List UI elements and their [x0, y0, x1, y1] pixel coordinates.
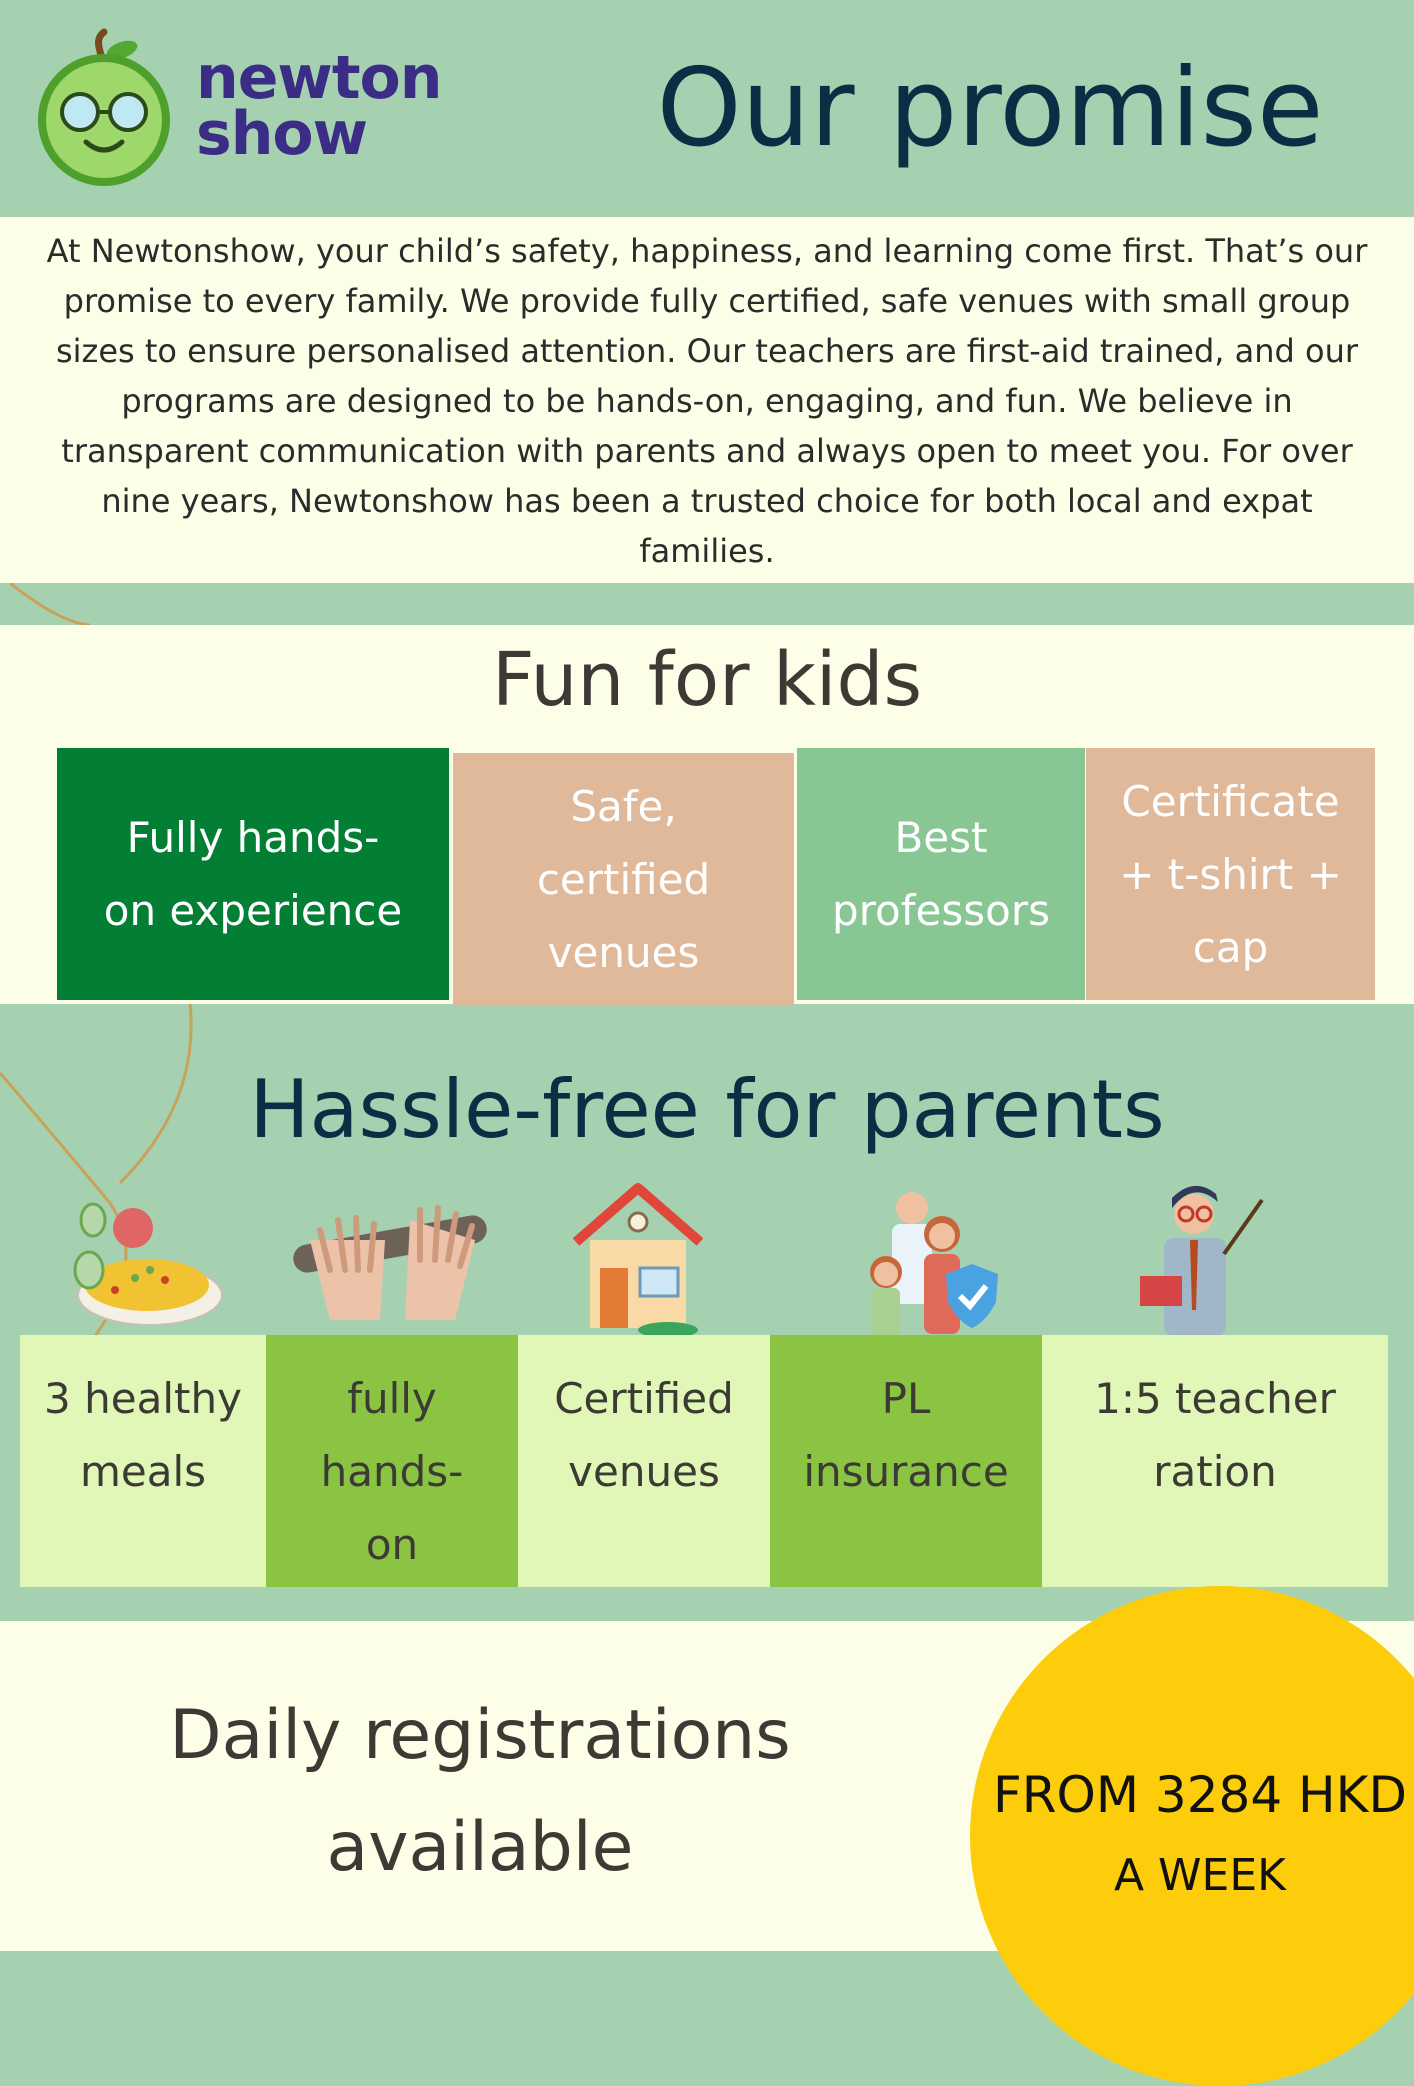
intro-paragraph: At Newtonshow, your child’s safety, happiness, and learning come first. That’s our promise to every family. We provide fully certified, safe venues with small group sizes to ensure personalised attention. Our teachers are first-aid trained, and our programs are designed to be hands-on, engaging, and fun. We believe in transparent communication with parents and always open to meet you. For over nine years, Newtonshow has been a trusted choice for both local and expat families. — [46, 232, 1368, 570]
logo-text: newton show — [196, 43, 442, 169]
kids-feature-safe-venues: Safe, certified venues — [453, 753, 794, 1005]
daily-registrations-text: Daily registrations available — [169, 1696, 791, 1887]
hassle-free-title: Hassle-free for parents — [249, 1063, 1165, 1156]
parents-feature-hands-on: fully hands-on — [266, 1335, 518, 1587]
hands-on-icon — [290, 1180, 490, 1340]
healthy-meal-icon — [55, 1180, 225, 1340]
fun-for-kids-title: Fun for kids — [491, 637, 923, 723]
parents-feature-meals: 3 healthy meals — [20, 1335, 266, 1587]
teacher-icon — [1132, 1180, 1272, 1340]
price-period: A WEEK — [1113, 1850, 1287, 1901]
parents-feature-teacher-ratio: 1:5 teacher ration — [1042, 1335, 1388, 1587]
price-amount: FROM 3284 HKD — [993, 1766, 1407, 1824]
house-icon — [568, 1180, 708, 1340]
apple-logo-icon — [24, 28, 184, 188]
parents-feature-certified-venues: Certified venues — [518, 1335, 770, 1587]
kids-feature-best-professors: Best professors — [797, 748, 1085, 1000]
kids-feature-certificate: Certificate + t-shirt + cap — [1086, 748, 1375, 1000]
kids-feature-hands-on: Fully hands-on experience — [57, 748, 449, 1000]
page-title: Our promise — [656, 46, 1324, 171]
family-insurance-icon — [862, 1180, 1002, 1340]
parents-feature-insurance: PL insurance — [770, 1335, 1042, 1587]
